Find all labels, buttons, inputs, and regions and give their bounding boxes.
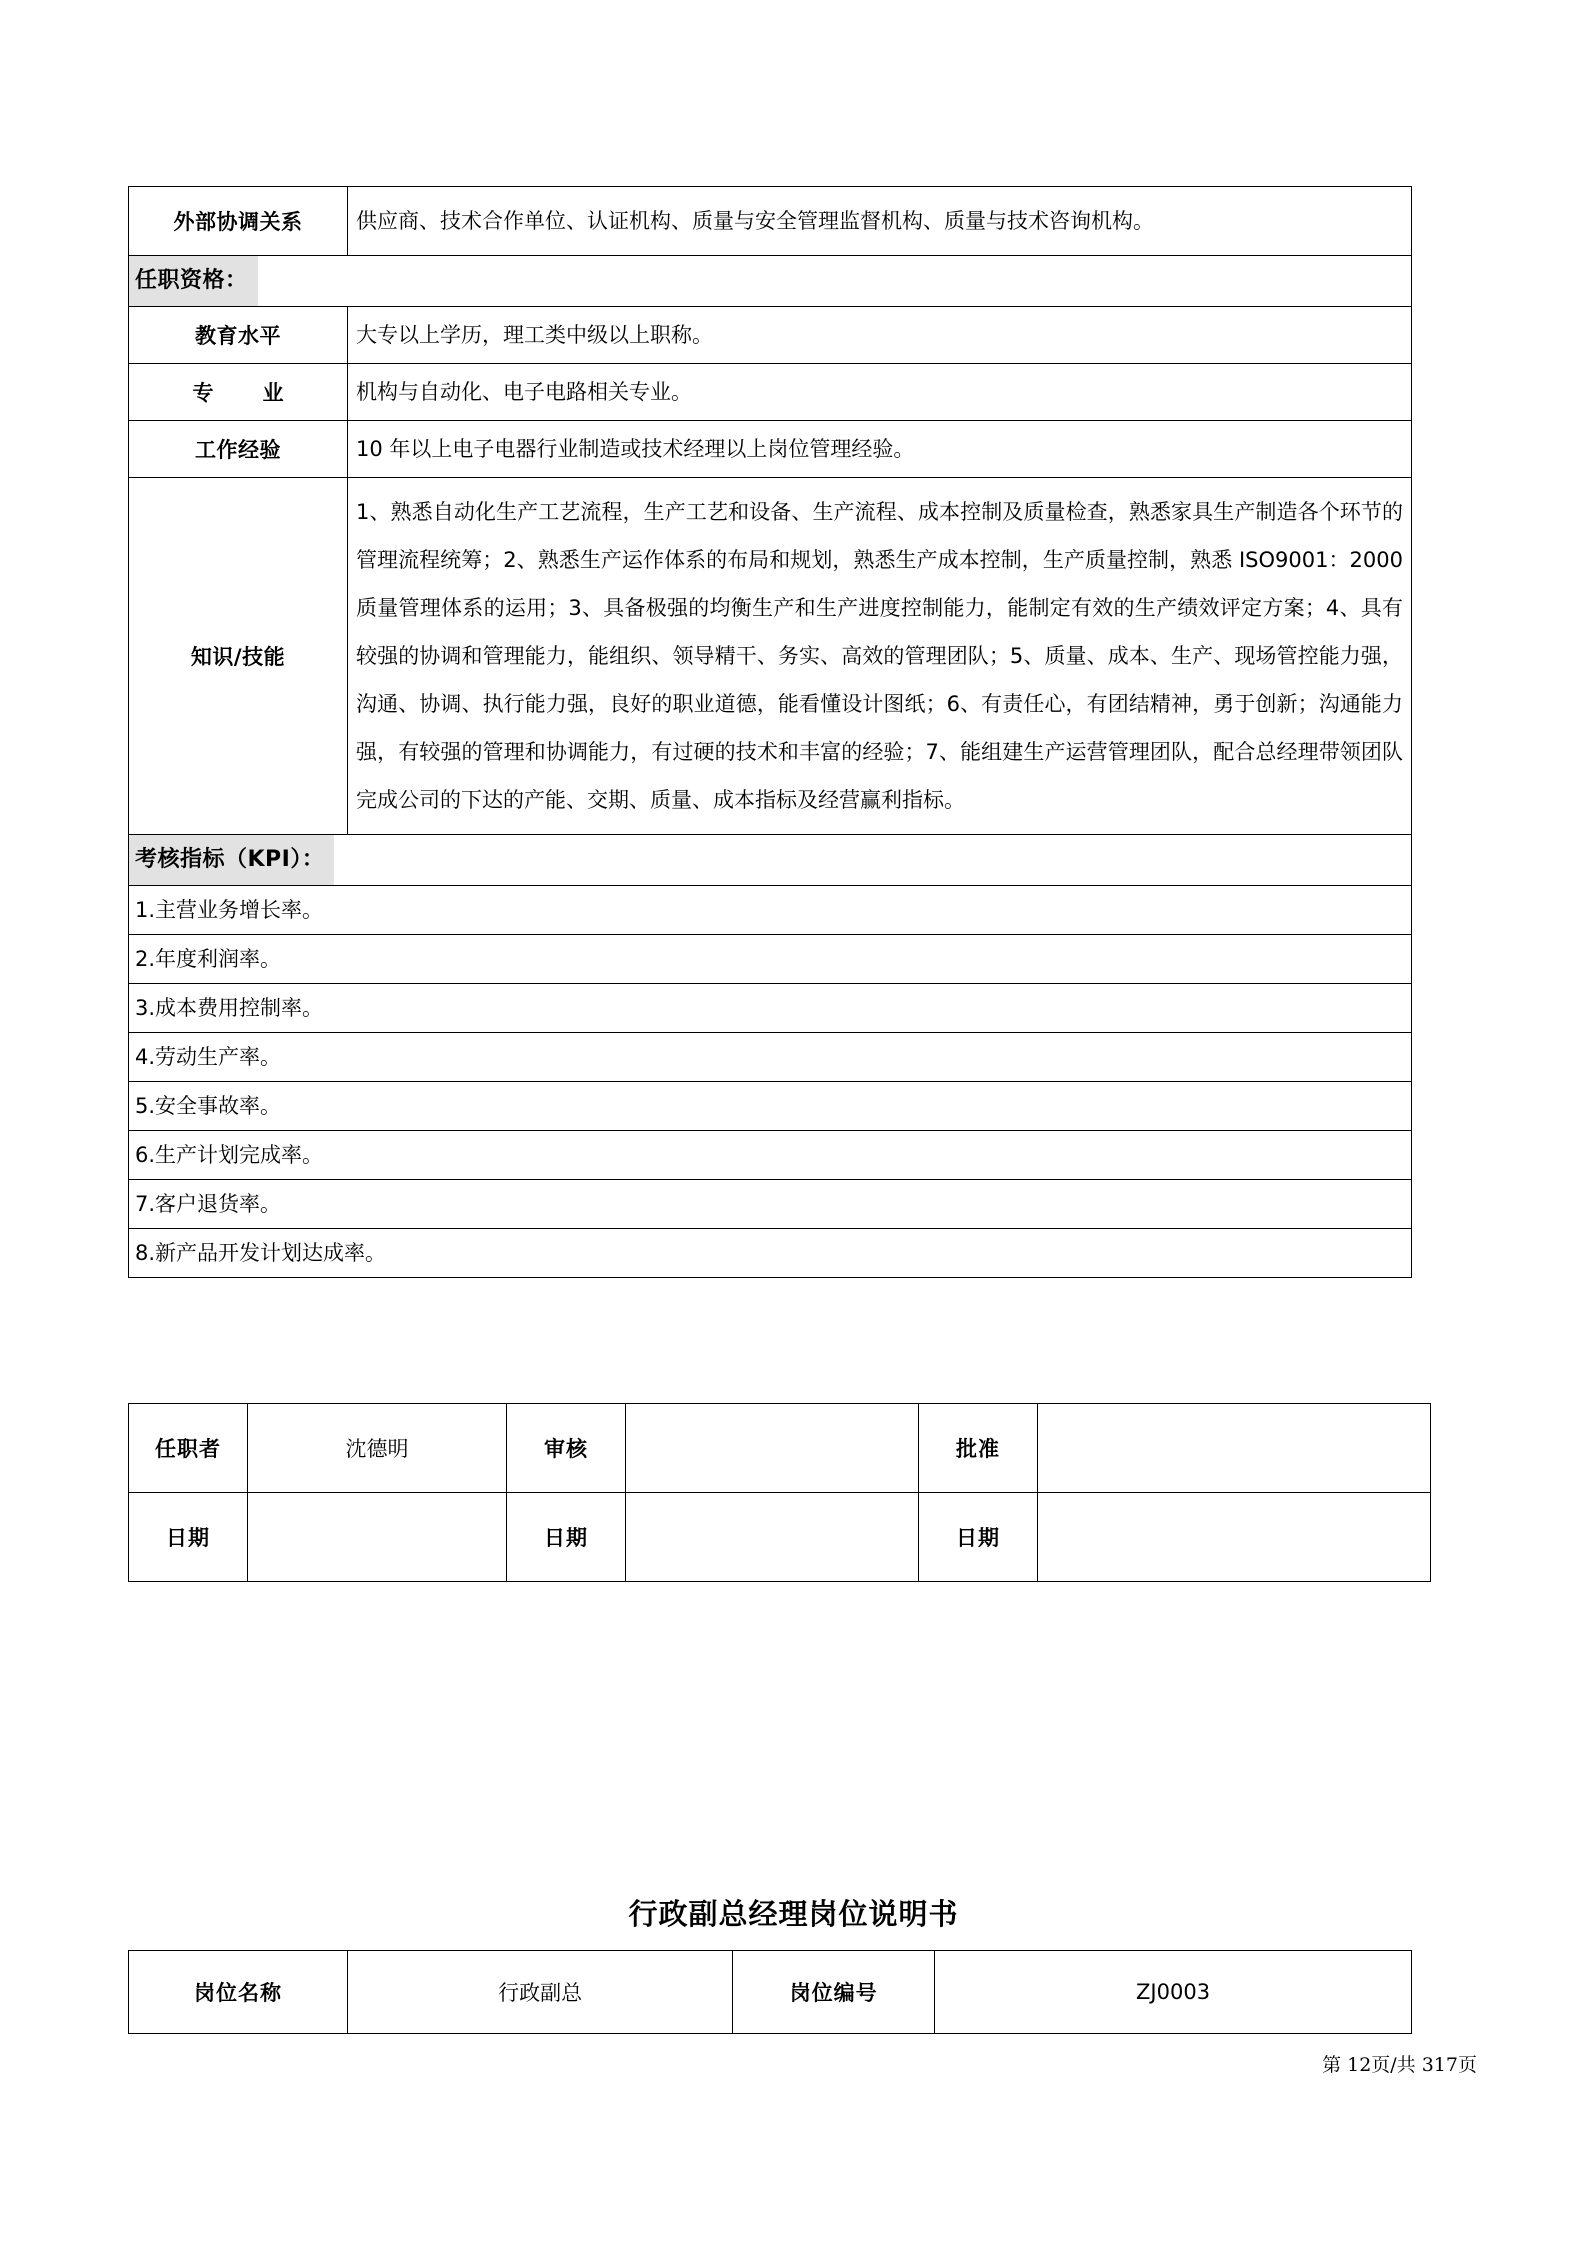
section-header-label-kpi: 考核指标（KPI）： [129, 835, 334, 885]
section-header-cell-qualification [129, 256, 1412, 307]
row-label-major: 专 业 [129, 364, 348, 421]
table-row-kpi-item [129, 935, 1412, 984]
signature-label-incumbent: 任职者 [129, 1404, 248, 1493]
signature-value-reviewer [626, 1404, 919, 1493]
page-number-footer: 第 12页/共 317页 [1322, 2054, 1477, 2076]
table-row-education [129, 307, 1412, 364]
kpi-item-2: 2.年度利润率。 [129, 935, 1412, 984]
section-header-label-qualification: 任职资格： [129, 256, 258, 306]
row-value-major: 机构与自动化、电子电路相关专业。 [348, 364, 1412, 421]
info-value-position-code: ZJ0003 [935, 1951, 1412, 2034]
row-value-external-relations: 供应商、技术合作单位、认证机构、质量与安全管理监督机构、质量与技术咨询机构。 [348, 187, 1412, 256]
table-row-kpi-item [129, 1229, 1412, 1278]
table-row-experience [129, 421, 1412, 478]
kpi-item-5: 5.安全事故率。 [129, 1082, 1412, 1131]
signature-label-reviewer: 审核 [507, 1404, 626, 1493]
table-row-kpi-item [129, 1131, 1412, 1180]
signature-row-dates [129, 1493, 1431, 1582]
kpi-item-8: 8.新产品开发计划达成率。 [129, 1229, 1412, 1278]
date-value-incumbent [248, 1493, 507, 1582]
signature-value-incumbent: 沈德明 [248, 1404, 507, 1493]
table-row-knowledge-skills [129, 478, 1412, 835]
job-description-table [128, 186, 1412, 1278]
table-row-kpi-item [129, 1180, 1412, 1229]
row-value-experience: 10 年以上电子电器行业制造或技术经理以上岗位管理经验。 [348, 421, 1412, 478]
table-row-kpi-item [129, 1082, 1412, 1131]
table-row-major [129, 364, 1412, 421]
kpi-item-6: 6.生产计划完成率。 [129, 1131, 1412, 1180]
info-label-position-name: 岗位名称 [129, 1951, 348, 2034]
date-value-approver [1038, 1493, 1431, 1582]
table-row-external-relations [129, 187, 1412, 256]
row-value-education: 大专以上学历，理工类中级以上职称。 [348, 307, 1412, 364]
date-label-incumbent: 日期 [129, 1493, 248, 1582]
section-header-row-qualification [129, 256, 1412, 307]
kpi-item-3: 3.成本费用控制率。 [129, 984, 1412, 1033]
row-value-knowledge-skills: 1、熟悉自动化生产工艺流程，生产工艺和设备、生产流程、成本控制及质量检查，熟悉家具生产制造各个环节的管理流程统筹；2、熟悉生产运作体系的布局和规划，熟悉生产成本控制，生产质量控制，熟悉 ISO9001：2000质量管理体系的运用；3、具备极强的均衡生产和生产进度控制能力，能制定有效的生产绩效评定方案；4、具有较强的协调和管理能力，能组织、领导精干、务实、高效的管理团队；5、质量、成本、生产、现场管控能力强，沟通、协调、执行能力强，良好的职业道德，能看懂设计图纸；6、有责任心，有团结精神，勇于创新；沟通能力强，有较强的管理和协调能力，有过硬的技术和丰富的经验；7、能组建生产运营管理团队，配合总经理带领团队完成公司的下达的产能、交期、质量、成本指标及经营赢利指标。 [348, 478, 1412, 835]
page-title: 行政副总经理岗位说明书 [628, 1897, 959, 1931]
info-value-position-name: 行政副总 [348, 1951, 733, 2034]
kpi-item-7: 7.客户退货率。 [129, 1180, 1412, 1229]
table-row-kpi-item [129, 1033, 1412, 1082]
position-info-table [128, 1950, 1412, 2034]
table-row-kpi-item [129, 886, 1412, 935]
signature-table [128, 1403, 1431, 1582]
section-header-row-kpi [129, 835, 1412, 886]
kpi-item-4: 4.劳动生产率。 [129, 1033, 1412, 1082]
table-row-kpi-item [129, 984, 1412, 1033]
signature-row-persons [129, 1404, 1431, 1493]
row-label-knowledge-skills: 知识/技能 [129, 478, 348, 835]
info-label-position-code: 岗位编号 [733, 1951, 935, 2034]
signature-value-approver [1038, 1404, 1431, 1493]
row-label-external-relations: 外部协调关系 [129, 187, 348, 256]
row-label-experience: 工作经验 [129, 421, 348, 478]
row-label-education: 教育水平 [129, 307, 348, 364]
signature-label-approver: 批准 [919, 1404, 1038, 1493]
date-label-approver: 日期 [919, 1493, 1038, 1582]
section-header-cell-kpi [129, 835, 1412, 886]
date-value-reviewer [626, 1493, 919, 1582]
date-label-reviewer: 日期 [507, 1493, 626, 1582]
kpi-item-1: 1.主营业务增长率。 [129, 886, 1412, 935]
table-row-position-info [129, 1951, 1412, 2034]
